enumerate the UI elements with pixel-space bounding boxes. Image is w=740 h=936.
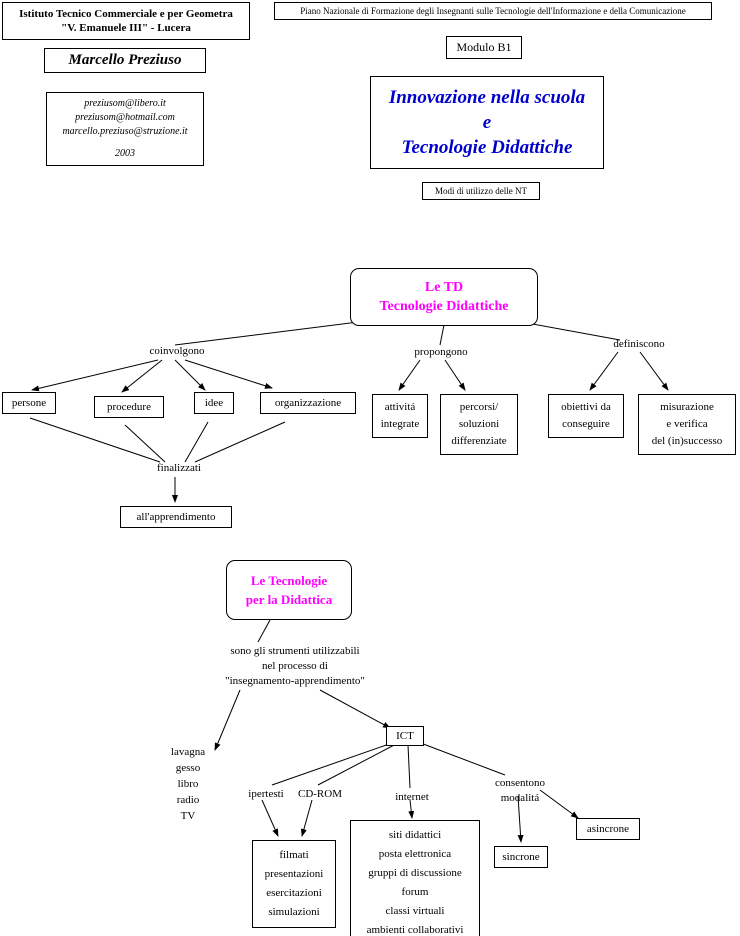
percorsi-line-3: differenziate: [451, 435, 507, 447]
national-plan-text: Piano Nazionale di Formazione degli Insegnanti sulle Tecnologie dell'Informazione e della Comunicazione: [300, 6, 686, 16]
email-3: marcello.preziuso@struzione.it: [62, 126, 188, 137]
node-percorsi-soluzioni: [440, 394, 518, 455]
le-td-line-1: Le TD: [424, 280, 464, 295]
edge-label-cdrom: [292, 788, 348, 800]
module-label: Modulo B1: [456, 40, 512, 54]
module-badge: [446, 36, 522, 59]
edge-label-definiscono: [594, 338, 684, 350]
le-tecnologie-line-2: per la Didattica: [245, 592, 333, 607]
main-title-line-2: e: [482, 112, 492, 133]
main-title-line-1: Innovazione nella scuola: [388, 87, 586, 108]
node-obiettivi: [548, 394, 624, 438]
node-organizzazione: [260, 392, 356, 414]
internet-siti-didattici: siti didattici: [388, 829, 442, 841]
media-filmati: filmati: [279, 849, 309, 861]
finalizzati-text: finalizzati: [157, 462, 201, 474]
misurazione-line-1: misurazione: [660, 401, 714, 413]
description-line-1: sono gli strumenti utilizzabili: [230, 645, 360, 657]
main-title-line-3: Tecnologie Didattiche: [401, 137, 573, 158]
node-attivita-integrate: [372, 394, 428, 438]
tradizionale-lavagna: lavagna: [170, 746, 206, 758]
node-internet-list: [350, 820, 480, 936]
idee-text: idee: [204, 397, 224, 409]
tradizionale-radio: radio: [176, 794, 200, 806]
misurazione-line-2: e verifica: [666, 418, 708, 430]
node-le-tecnologie: [226, 560, 352, 620]
percorsi-line-1: percorsi/: [459, 401, 499, 413]
ict-text: ICT: [396, 730, 414, 742]
obiettivi-line-2: conseguire: [562, 418, 610, 430]
subtitle-badge: [422, 182, 540, 200]
school-header: [2, 2, 250, 40]
email-1: preziusom@libero.it: [84, 98, 166, 109]
author-name: Marcello Preziuso: [68, 52, 182, 68]
description-line-3: "insegnamento-apprendimento": [225, 675, 365, 687]
consentono-line-2: modalitá: [500, 792, 540, 804]
edge-label-ipertesti: [238, 788, 294, 800]
internet-posta-elettronica: posta elettronica: [378, 848, 452, 860]
le-tecnologie-line-1: Le Tecnologie: [250, 573, 328, 588]
national-plan-banner: [274, 2, 712, 20]
persone-text: persone: [11, 397, 47, 409]
organizzazione-text: organizzazione: [274, 397, 342, 409]
node-persone: [2, 392, 56, 414]
sincrone-text: sincrone: [502, 851, 540, 863]
internet-classi-virtuali: classi virtuali: [385, 905, 445, 917]
procedure-text: procedure: [107, 401, 151, 413]
consentono-line-1: consentono: [494, 777, 546, 789]
asincrone-text: asincrone: [586, 823, 630, 835]
subtitle-text: Modi di utilizzo delle NT: [435, 186, 527, 196]
tradizionale-libro: libro: [177, 778, 199, 790]
school-line-1: Istituto Tecnico Commerciale e per Geometra: [19, 8, 233, 20]
description-line-2: nel processo di: [262, 660, 328, 672]
node-apprendimento: [120, 506, 232, 528]
media-presentazioni: presentazioni: [264, 868, 324, 880]
node-procedure: [94, 396, 164, 418]
internet-text: internet: [395, 791, 429, 803]
internet-ambienti-collaborativi: ambienti collaborativi: [366, 924, 464, 936]
node-media-list: [252, 840, 336, 928]
obiettivi-line-1: obiettivi da: [561, 401, 611, 413]
author-box: [44, 48, 206, 73]
tecnologie-description: [195, 644, 395, 689]
strumenti-tradizionali-list: [150, 744, 226, 824]
media-esercitazioni: esercitazioni: [266, 887, 322, 899]
contact-box: [46, 92, 204, 166]
cdrom-text: CD-ROM: [297, 788, 342, 800]
node-misurazione: [638, 394, 736, 455]
media-simulazioni: simulazioni: [268, 906, 320, 918]
apprendimento-text: all'apprendimento: [136, 511, 216, 523]
edge-label-coinvolgono: [129, 345, 225, 357]
node-ict: [386, 726, 424, 746]
internet-forum: forum: [401, 886, 429, 898]
year: 2003: [115, 148, 135, 159]
attivita-line-1: attivitá: [384, 401, 416, 413]
edge-label-propongono: [396, 346, 486, 358]
ipertesti-text: ipertesti: [248, 788, 284, 800]
main-title-box: [370, 76, 604, 169]
email-2: preziusom@hotmail.com: [75, 112, 175, 123]
edge-label-consentono-modalita: [484, 776, 556, 806]
percorsi-line-2: soluzioni: [458, 418, 500, 430]
propongono-text: propongono: [414, 346, 468, 358]
edge-label-internet: [384, 791, 440, 803]
coinvolgono-text: coinvolgono: [149, 345, 205, 357]
node-idee: [194, 392, 234, 414]
tradizionale-tv: TV: [180, 810, 196, 822]
definiscono-text: definiscono: [613, 338, 665, 350]
node-asincrone: [576, 818, 640, 840]
attivita-line-2: integrate: [380, 418, 420, 430]
edge-label-finalizzati: [137, 462, 221, 474]
tradizionale-gesso: gesso: [175, 762, 201, 774]
le-td-line-2: Tecnologie Didattiche: [379, 299, 509, 314]
school-line-2: "V. Emanuele III" - Lucera: [61, 22, 191, 34]
misurazione-line-3: del (in)successo: [651, 435, 723, 447]
internet-gruppi-discussione: gruppi di discussione: [368, 867, 462, 879]
node-sincrone: [494, 846, 548, 868]
node-le-td: [350, 268, 538, 326]
